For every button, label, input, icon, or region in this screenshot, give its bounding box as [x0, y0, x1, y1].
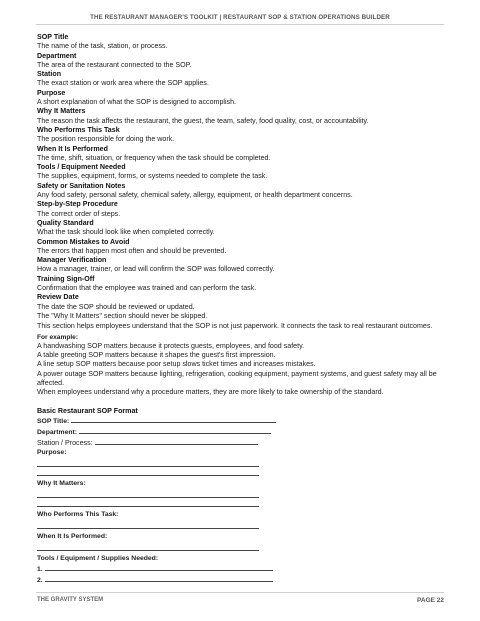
field-description: Confirmation that the employee was trained and can perform the task. — [37, 284, 257, 293]
field-heading: Who Performs This Task — [37, 125, 120, 134]
department-label: Department: — [37, 428, 78, 436]
department-row — [37, 427, 443, 438]
example-item: A line setup SOP matters because poor setup slows ticket times and increases mistakes. — [37, 360, 316, 369]
form-title: Basic Restaurant SOP Format — [37, 406, 138, 415]
page-number: PAGE 22 — [417, 597, 444, 604]
tools-item-2-field[interactable] — [45, 575, 273, 582]
sop-title-row — [37, 416, 443, 427]
field-description: A short explanation of what the SOP is designed to accomplish. — [37, 98, 237, 107]
field-heading: Safety or Sanitation Notes — [37, 181, 126, 190]
running-header: THE RESTAURANT MANAGER'S TOOLKIT | RESTAURANT SOP & STATION OPERATIONS BUILDER — [90, 14, 390, 21]
field-heading: When It Is Performed — [37, 144, 108, 153]
intro-paragraph: This section helps employees understand that the SOP is not just paperwork. It connects the task to real restaurant outcomes. — [37, 322, 433, 331]
field-heading: Step-by-Step Procedure — [37, 200, 118, 209]
who-line[interactable] — [37, 520, 259, 529]
purpose-line-1[interactable] — [37, 458, 259, 467]
example-item: A power outage SOP matters because lighting, refrigeration, cooking equipment, payment systems, and guest safety may all be affected. — [37, 369, 437, 387]
tools-item-1-number: 1. — [37, 565, 43, 573]
purpose-label: Purpose: — [37, 448, 67, 456]
page-content — [37, 33, 443, 586]
field-description: The exact station or work area where the SOP applies. — [37, 79, 209, 88]
field-definitions — [37, 33, 443, 312]
field-description: The correct order of steps. — [37, 209, 121, 218]
tools-item-1-field[interactable] — [45, 564, 273, 571]
footer-brand: THE GRAVITY SYSTEM — [37, 597, 104, 603]
station-row — [37, 438, 443, 448]
field-heading: Common Mistakes to Avoid — [37, 237, 130, 246]
why-label: Why It Matters: — [37, 479, 86, 487]
field-heading: Manager Verification — [37, 256, 107, 265]
field-description: The reason the task affects the restaurant, the guest, the team, safety, food quality, cost, or accountability. — [37, 116, 369, 125]
why-line-1[interactable] — [37, 489, 259, 498]
field-heading: Training Sign-Off — [37, 274, 95, 283]
when-line[interactable] — [37, 542, 259, 551]
tools-item-2-number: 2. — [37, 576, 43, 584]
field-description: How a manager, trainer, or lead will confirm the SOP was followed correctly. — [37, 265, 275, 274]
closing-paragraph: When employees understand why a procedure matters, they are more likely to take ownership of the standard. — [37, 388, 384, 397]
field-heading: SOP Title — [37, 33, 69, 41]
field-description: Any food safety, personal safety, chemical safety, allergy, equipment, or health department concerns. — [37, 191, 353, 200]
example-item: A handwashing SOP matters because it protects guests, employees, and food safety. — [37, 341, 305, 350]
field-description: The position responsible for doing the work. — [37, 135, 175, 144]
field-heading: Tools / Equipment Needed — [37, 163, 126, 172]
example-item: A table greeting SOP matters because it shapes the guest's first impression. — [37, 351, 276, 360]
field-description: The name of the task, station, or process. — [37, 42, 168, 51]
header-rule — [36, 24, 444, 25]
field-heading: Quality Standard — [37, 218, 94, 227]
example-heading: For example: — [37, 333, 79, 341]
tools-item-2 — [37, 575, 443, 586]
purpose-line-2[interactable] — [37, 467, 259, 476]
sop-title-field[interactable] — [71, 416, 276, 423]
sop-title-label: SOP Title: — [37, 417, 70, 425]
station-field[interactable] — [95, 438, 258, 445]
field-heading: Department — [37, 51, 77, 60]
why-matters-note: The "Why It Matters" section should never be skipped. — [37, 311, 208, 320]
why-line-2[interactable] — [37, 498, 259, 507]
field-description: The supplies, equipment, forms, or systems needed to complete the task. — [37, 172, 268, 181]
tools-label: Tools / Equipment / Supplies Needed: — [37, 554, 159, 562]
field-description: The date the SOP should be reviewed or updated. — [37, 302, 195, 311]
when-label: When It Is Performed: — [37, 532, 108, 540]
footer-rule — [36, 592, 444, 593]
station-label: Station / Process: — [37, 438, 93, 447]
field-description: The time, shift, situation, or frequency when the task should be completed. — [37, 153, 271, 162]
department-field[interactable] — [79, 427, 271, 434]
example-list — [37, 342, 443, 388]
field-description: The area of the restaurant connected to the SOP. — [37, 60, 192, 69]
field-heading: Why It Matters — [37, 107, 86, 116]
field-heading: Station — [37, 70, 62, 79]
who-label: Who Performs This Task: — [37, 510, 119, 518]
field-heading: Purpose — [37, 88, 66, 97]
tools-item-1 — [37, 564, 443, 575]
field-heading: Review Date — [37, 293, 79, 302]
field-description: The errors that happen most often and should be prevented. — [37, 246, 227, 255]
field-description: What the task should look like when completed correctly. — [37, 228, 215, 237]
